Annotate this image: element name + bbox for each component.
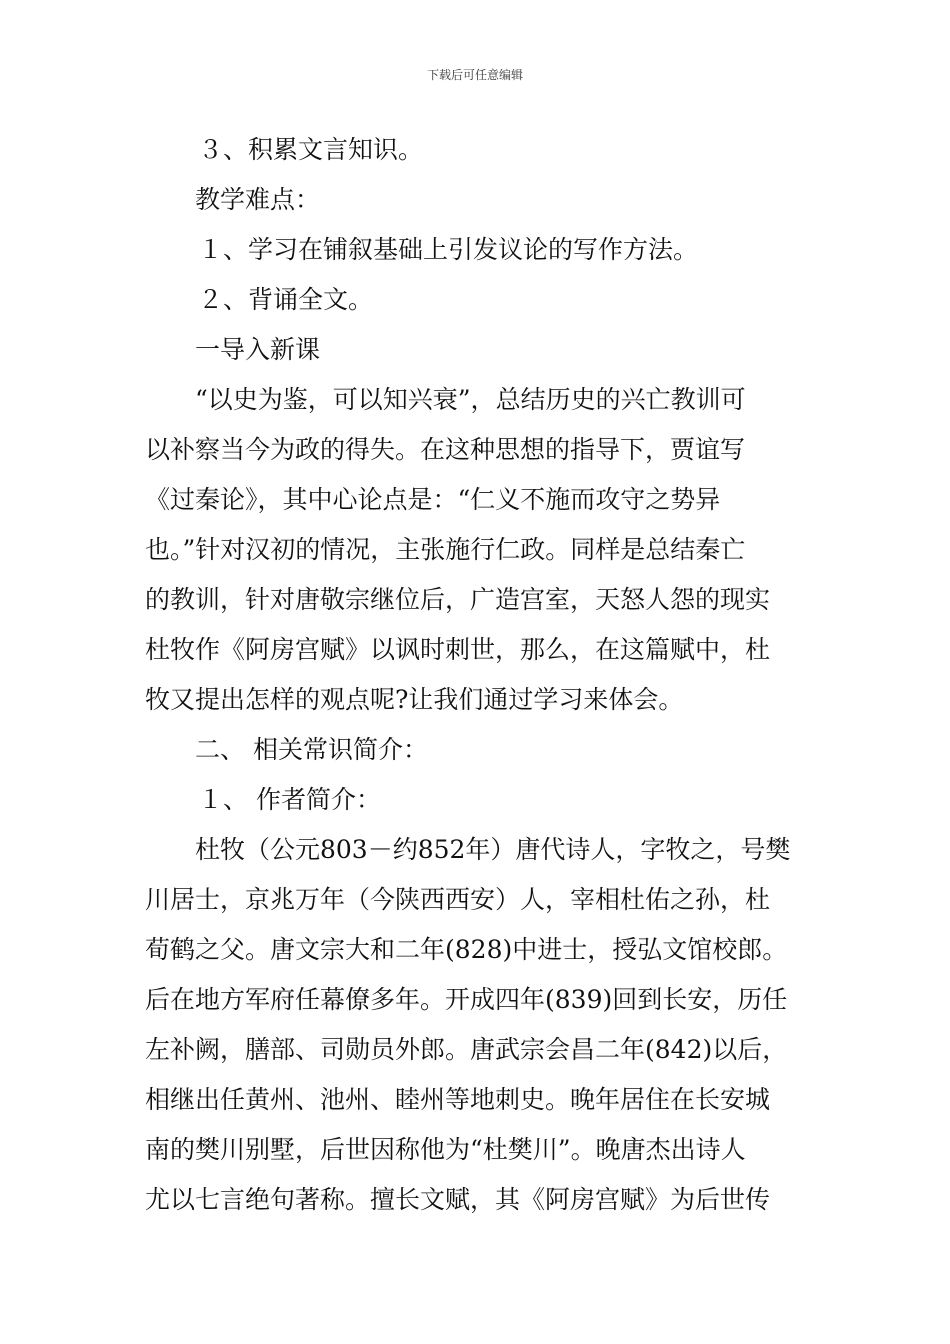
text-line: 牧又提出怎样的观点呢?让我们通过学习来体会。 xyxy=(145,685,684,714)
text-line: 杜牧（公元803－约852年）唐代诗人，字牧之，号樊 xyxy=(195,835,791,864)
section-heading: 二、 相关常识简介： xyxy=(195,735,428,764)
text-line: 杜牧作《阿房宫赋》以讽时刺世，那么，在这篇赋中，杜 xyxy=(145,635,771,664)
text-line: 的教训，针对唐敬宗继位后，广造宫室，天怒人怨的现实 xyxy=(145,585,771,614)
text-line: 南的樊川别墅，后世因称他为“杜樊川”。晚唐杰出诗人 xyxy=(145,1135,746,1164)
section-heading: 一导入新课 xyxy=(195,335,321,364)
text-line: 相继出任黄州、池州、睦州等地刺史。晚年居住在长安城 xyxy=(145,1085,771,1114)
text-line: 教学难点： xyxy=(195,185,321,214)
text-line: 《过秦论》，其中心论点是：“仁义不施而攻守之势异 xyxy=(145,485,721,514)
text-line: 左补阙，膳部、司勋员外郎。唐武宗会昌二年(842)以后， xyxy=(145,1035,788,1064)
page-header: 下载后可任意编辑 xyxy=(426,68,523,82)
text-line: 尤以七言绝句著称。擅长文赋，其《阿房宫赋》为后世传 xyxy=(145,1185,771,1214)
subsection-heading: １、 作者简介： xyxy=(198,785,381,814)
text-line: ２、背诵全文。 xyxy=(198,285,374,314)
text-line: 荀鹤之父。唐文宗大和二年(828)中进士，授弘文馆校郎。 xyxy=(145,935,788,964)
text-line: 也。”针对汉初的情况，主张施行仁政。同样是总结秦亡 xyxy=(145,535,746,564)
text-line: 以补察当今为政的得失。在这种思想的指导下，贾谊写 xyxy=(145,435,746,464)
text-line: １、学习在铺叙基础上引发议论的写作方法。 xyxy=(198,235,699,264)
text-line: 后在地方军府任幕僚多年。开成四年(839)回到长安，历任 xyxy=(145,985,788,1014)
text-line: ３、积累文言知识。 xyxy=(198,135,424,164)
text-line: 川居士，京兆万年（今陕西西安）人，宰相杜佑之孙，杜 xyxy=(145,885,771,914)
text-line: “以史为鉴，可以知兴衰”，总结历史的兴亡教训可 xyxy=(195,385,746,414)
